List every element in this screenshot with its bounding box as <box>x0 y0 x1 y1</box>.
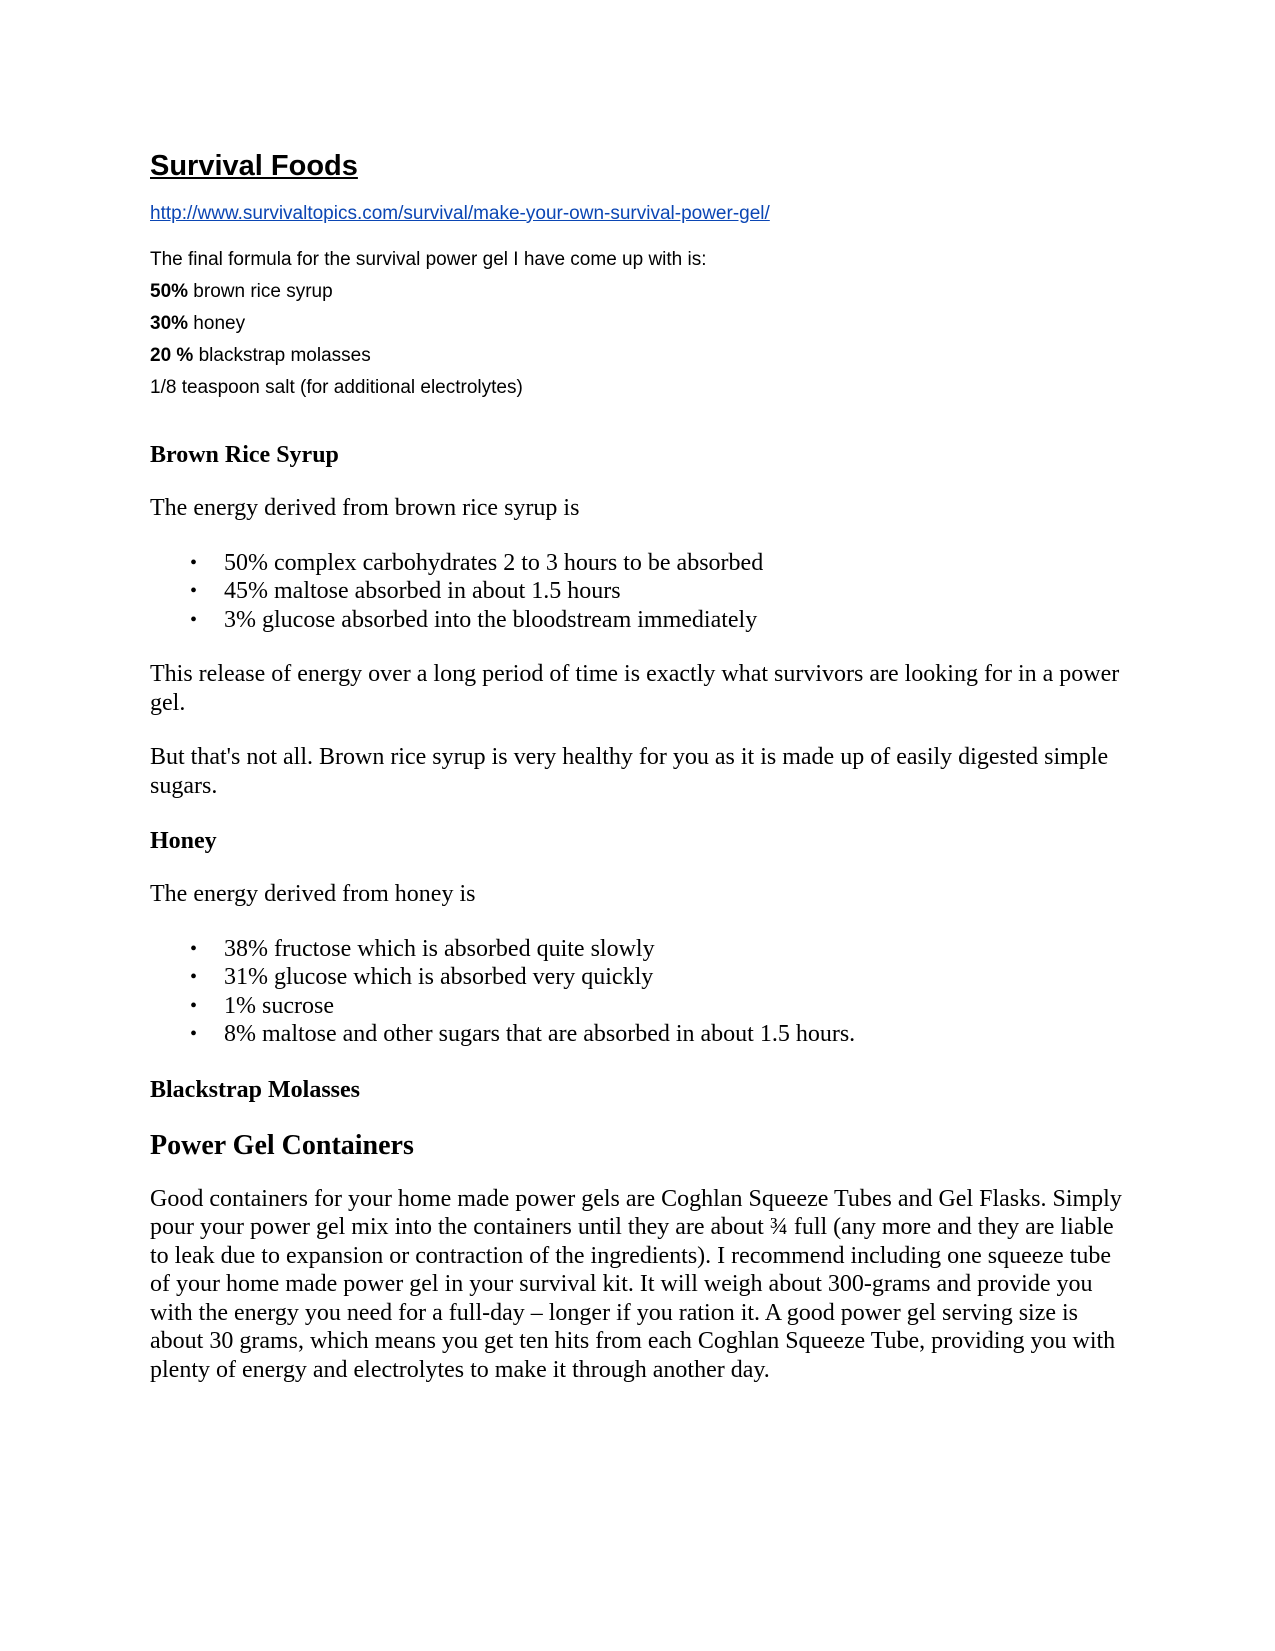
formula-item <box>150 308 1130 340</box>
list-item <box>190 577 1130 606</box>
formula-salt: 1/8 teaspoon salt (for additional electrolytes) <box>150 377 523 398</box>
bullet-icon: • <box>190 966 198 988</box>
brown-rice-intro: The energy derived from brown rice syrup is <box>150 495 580 521</box>
formula-item <box>150 276 1130 308</box>
brown-rice-heading: Brown Rice Syrup <box>150 442 339 468</box>
list-item-text: 38% fructose which is absorbed quite slowly <box>224 935 655 962</box>
list-item <box>190 549 1130 578</box>
list-item <box>190 935 1130 964</box>
bullet-icon: • <box>190 1023 198 1045</box>
list-item <box>190 606 1130 635</box>
formula-ingredient: brown rice syrup <box>188 281 333 302</box>
brown-rice-paragraph-1: This release of energy over a long period of time is exactly what survivors are looking for in a power gel. <box>150 661 1120 716</box>
bullet-icon: • <box>190 580 198 602</box>
document-page <box>150 148 1130 1384</box>
honey-intro: The energy derived from honey is <box>150 881 476 907</box>
honey-heading: Honey <box>150 828 217 854</box>
list-item-text: 31% glucose which is absorbed very quickly <box>224 964 654 990</box>
list-item-text: 50% complex carbohydrates 2 to 3 hours to be absorbed <box>224 549 764 576</box>
formula-amount: 20 % <box>150 345 194 366</box>
list-item <box>190 1020 1130 1049</box>
formula-intro: The final formula for the survival power gel I have come up with is: <box>150 249 707 270</box>
list-item-text: 45% maltose absorbed in about 1.5 hours <box>224 578 621 604</box>
bullet-icon: • <box>190 994 198 1017</box>
containers-paragraph: Good containers for your home made power gels are Coghlan Squeeze Tubes and Gel Flasks. Simply pour your power gel mix into the containers until they are about ¾ full (any more and they are liable to leak due to expansion or contraction of the ingredients). I recommend including one squeeze tube of your home made power gel in your survival kit. It will weigh about 300-grams and provide you with the energy you need for a full-day – longer if you ration it. A good power gel serving size is about 30 grams, which means you get ten hits from each Coghlan Squeeze Tube, providing you with plenty of energy and electrolytes to make it through another day. <box>150 1185 1122 1383</box>
formula-amount: 30% <box>150 313 189 334</box>
formula-ingredient: honey <box>188 313 246 334</box>
list-item-text: 1% sucrose <box>224 992 334 1019</box>
list-item <box>190 963 1130 992</box>
list-item <box>190 992 1130 1021</box>
formula-amount: 50% <box>150 281 189 302</box>
molasses-heading: Blackstrap Molasses <box>150 1076 360 1103</box>
bullet-icon: • <box>190 937 198 960</box>
brown-rice-paragraph-2: But that's not all. Brown rice syrup is very healthy for you as it is made up of easily digested simple sugars. <box>150 744 1109 799</box>
list-item-text: 3% glucose absorbed into the bloodstream immediately <box>224 606 758 633</box>
formula-ingredient: blackstrap molasses <box>193 345 371 366</box>
containers-heading: Power Gel Containers <box>150 1129 414 1161</box>
formula-block <box>150 244 1130 404</box>
brown-rice-list <box>150 549 1130 635</box>
source-link[interactable]: http://www.survivaltopics.com/survival/make-your-own-survival-power-gel/ <box>150 203 770 224</box>
page-title: Survival Foods <box>150 150 358 182</box>
bullet-icon: • <box>190 551 198 574</box>
honey-list <box>150 935 1130 1049</box>
list-item-text: 8% maltose and other sugars that are absorbed in about 1.5 hours. <box>224 1021 856 1047</box>
bullet-icon: • <box>190 608 198 631</box>
formula-item <box>150 340 1130 372</box>
